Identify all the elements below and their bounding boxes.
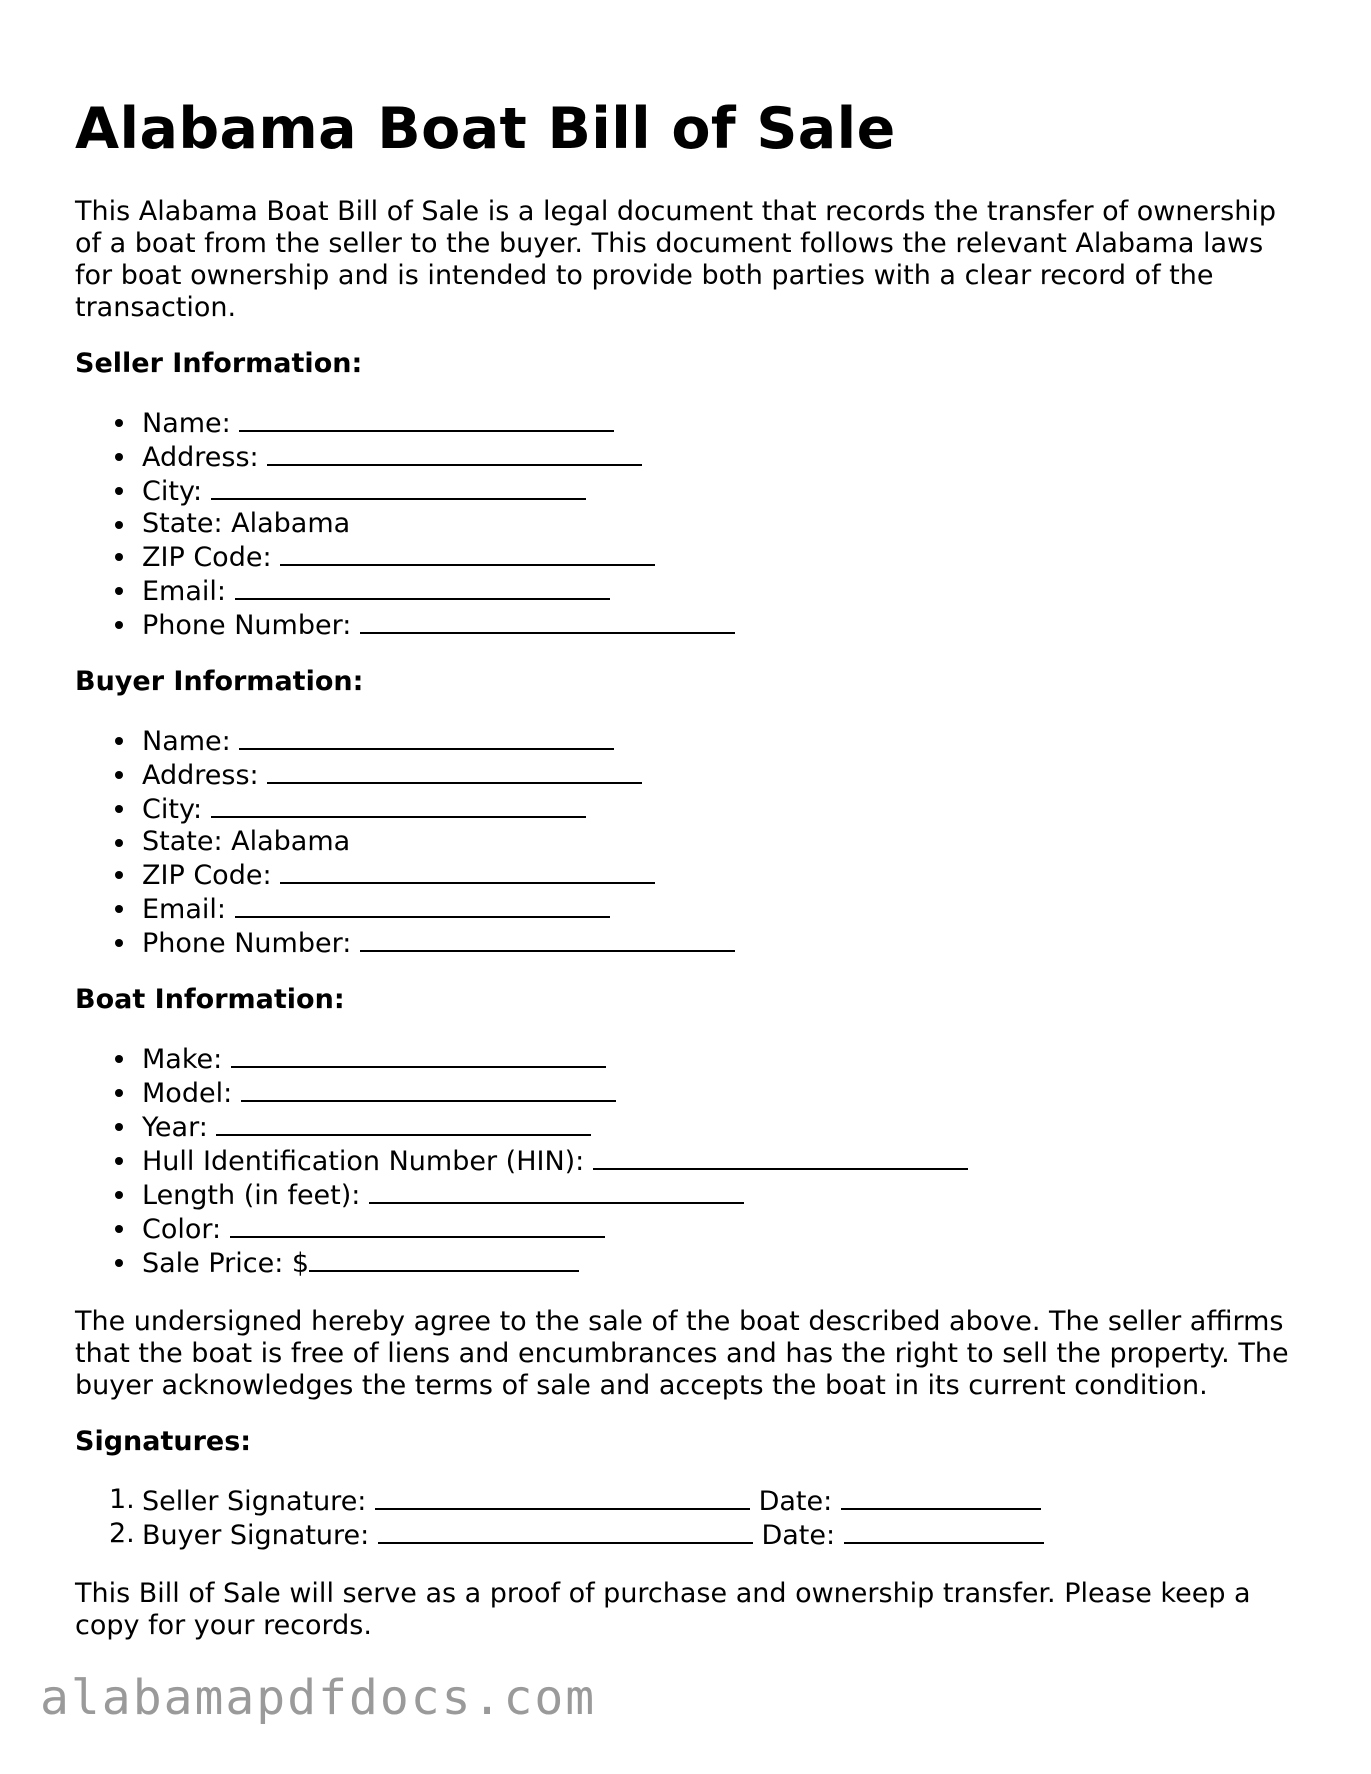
buyer-city-label: City:	[142, 794, 203, 825]
seller-date-label: Date:	[758, 1486, 833, 1517]
buyer-info-list	[75, 724, 1295, 960]
buyer-zip-field[interactable]	[280, 858, 655, 884]
buyer-email-label: Email:	[142, 894, 227, 925]
buyer-signature-field[interactable]	[378, 1518, 753, 1544]
boat-heading: Boat Information:	[75, 984, 345, 1015]
list-item	[75, 724, 1295, 758]
seller-address-field[interactable]	[267, 440, 642, 466]
boat-model-label: Model:	[142, 1078, 233, 1109]
buyer-name-field[interactable]	[239, 724, 614, 750]
seller-heading: Seller Information:	[75, 348, 363, 379]
seller-city-field[interactable]	[211, 474, 586, 500]
watermark: alabamapdfdocs.com	[40, 1670, 597, 1726]
boat-hin-field[interactable]	[593, 1144, 968, 1170]
buyer-address-field[interactable]	[267, 758, 642, 784]
boat-color-field[interactable]	[230, 1212, 605, 1238]
seller-zip-field[interactable]	[280, 540, 655, 566]
boat-price-field[interactable]	[309, 1246, 579, 1272]
seller-state-text: State: Alabama	[142, 508, 351, 539]
list-item	[75, 540, 1295, 574]
boat-year-field[interactable]	[216, 1110, 591, 1136]
buyer-state-text: State: Alabama	[142, 826, 351, 857]
list-item	[75, 826, 1295, 858]
list-item	[75, 474, 1295, 508]
signatures-list	[75, 1484, 1295, 1552]
list-item	[75, 892, 1295, 926]
signature-number: 2.	[109, 1518, 135, 1549]
list-item	[75, 1518, 1295, 1552]
boat-year-label: Year:	[142, 1112, 208, 1143]
boat-make-field[interactable]	[231, 1042, 606, 1068]
buyer-signature-label: Buyer Signature:	[142, 1520, 370, 1551]
seller-email-label: Email:	[142, 576, 227, 607]
list-item	[75, 758, 1295, 792]
list-item	[75, 1076, 1295, 1110]
list-item	[75, 1178, 1295, 1212]
buyer-phone-field[interactable]	[360, 926, 735, 952]
buyer-address-label: Address:	[142, 760, 259, 791]
document-page	[75, 86, 1295, 1642]
list-item	[75, 792, 1295, 826]
document-title: Alabama Boat Bill of Sale	[75, 96, 896, 162]
agreement-paragraph: The undersigned hereby agree to the sale of the boat described above. The seller affirms that the boat is free of liens and encumbrances and has the right to sell the property. The buyer acknowledges the terms of sale and accepts the boat in its current condition.	[75, 1306, 1289, 1401]
intro-paragraph: This Alabama Boat Bill of Sale is a legal document that records the transfer of ownership of a boat from the seller to the buyer. This document follows the relevant Alabama laws for boat ownership and is intended to provide both parties with a clear record of the transaction.	[75, 196, 1276, 323]
signature-number: 1.	[109, 1484, 135, 1515]
seller-phone-field[interactable]	[360, 608, 735, 634]
list-item	[75, 608, 1295, 642]
seller-name-field[interactable]	[239, 406, 614, 432]
buyer-phone-label: Phone Number:	[142, 928, 352, 959]
seller-signature-field[interactable]	[375, 1484, 750, 1510]
list-item	[75, 858, 1295, 892]
boat-info-list	[75, 1042, 1295, 1280]
boat-model-field[interactable]	[241, 1076, 616, 1102]
list-item	[75, 1042, 1295, 1076]
list-item	[75, 574, 1295, 608]
list-item	[75, 1484, 1295, 1518]
seller-zip-label: ZIP Code:	[142, 542, 272, 573]
seller-date-field[interactable]	[841, 1484, 1041, 1510]
signatures-heading: Signatures:	[75, 1426, 252, 1457]
seller-email-field[interactable]	[235, 574, 610, 600]
list-item	[75, 1144, 1295, 1178]
list-item	[75, 440, 1295, 474]
seller-address-label: Address:	[142, 442, 259, 473]
buyer-name-label: Name:	[142, 726, 231, 757]
seller-signature-label: Seller Signature:	[142, 1486, 367, 1517]
boat-length-label: Length (in feet):	[142, 1180, 361, 1211]
buyer-heading: Buyer Information:	[75, 666, 364, 697]
seller-phone-label: Phone Number:	[142, 610, 352, 641]
seller-city-label: City:	[142, 476, 203, 507]
closing-paragraph: This Bill of Sale will serve as a proof of purchase and ownership transfer. Please keep a copy for your records.	[75, 1578, 1251, 1641]
boat-color-label: Color:	[142, 1214, 222, 1245]
list-item	[75, 508, 1295, 540]
boat-hin-label: Hull Identification Number (HIN):	[142, 1146, 585, 1177]
list-item	[75, 406, 1295, 440]
list-item	[75, 1110, 1295, 1144]
boat-price-label: Sale Price: $	[142, 1248, 310, 1279]
buyer-zip-label: ZIP Code:	[142, 860, 272, 891]
seller-name-label: Name:	[142, 408, 231, 439]
buyer-city-field[interactable]	[211, 792, 586, 818]
list-item	[75, 926, 1295, 960]
boat-length-field[interactable]	[369, 1178, 744, 1204]
buyer-date-label: Date:	[761, 1520, 836, 1551]
buyer-email-field[interactable]	[235, 892, 610, 918]
seller-info-list	[75, 406, 1295, 642]
boat-make-label: Make:	[142, 1044, 223, 1075]
buyer-date-field[interactable]	[844, 1518, 1044, 1544]
list-item	[75, 1212, 1295, 1246]
list-item	[75, 1246, 1295, 1280]
